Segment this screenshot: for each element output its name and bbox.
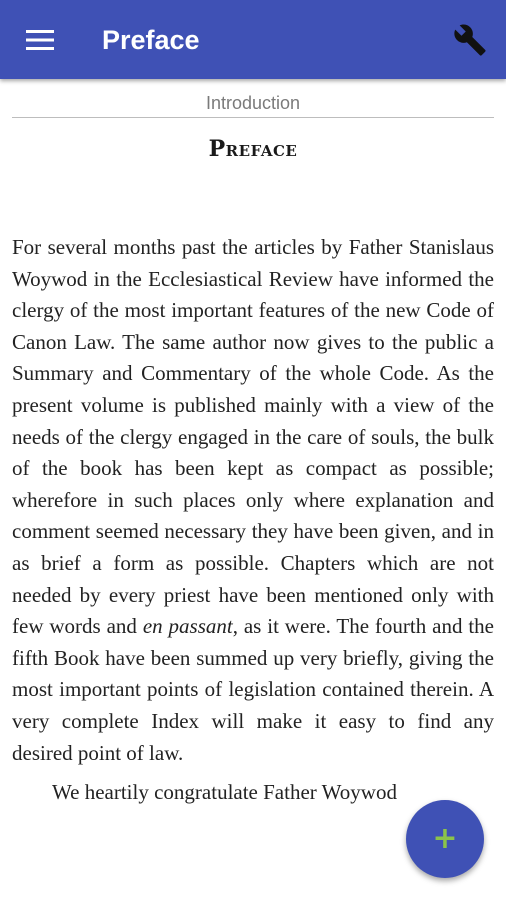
- breadcrumb: Introduction: [12, 90, 494, 118]
- paragraph: [12, 232, 494, 769]
- settings-button[interactable]: [448, 18, 492, 62]
- wrench-icon: [453, 23, 487, 57]
- plus-icon: +: [432, 821, 458, 856]
- paragraph-text: For several months past the articles by Father Stanislaus Woywod in the Ecclesiastical Review have informed the clergy of the most important features of the new Code of Canon Law. The same author now gives to the public a Summary and Commentary of the whole Code. As the present volume is published mainly with a view of the needs of the clergy engaged in the care of souls, the bulk of the book has been kept as compact as possible; wherefore in such places only where explanation and comment seemed necessary they have been given, and in as brief a form as possible. Chapters which are not needed by every priest have been mentioned only with few words and: [12, 235, 494, 639]
- paragraph-text: , as it were. The fourth and the fifth Book have been summed up very briefly, giving the most important points of legislation contained therein. A very complete Index will make it easy to find any desired point of law.: [12, 614, 495, 765]
- chapter-title: Preface: [208, 136, 298, 162]
- italic-phrase: en passant: [142, 614, 233, 639]
- paragraph: We heartily congratulate Father Woywod: [52, 780, 397, 805]
- add-button[interactable]: [406, 800, 484, 878]
- app-bar: [0, 0, 506, 79]
- page-title: Preface: [102, 25, 200, 55]
- book-text: [12, 232, 494, 809]
- menu-button[interactable]: [14, 18, 66, 62]
- hamburger-menu-icon: [26, 29, 54, 51]
